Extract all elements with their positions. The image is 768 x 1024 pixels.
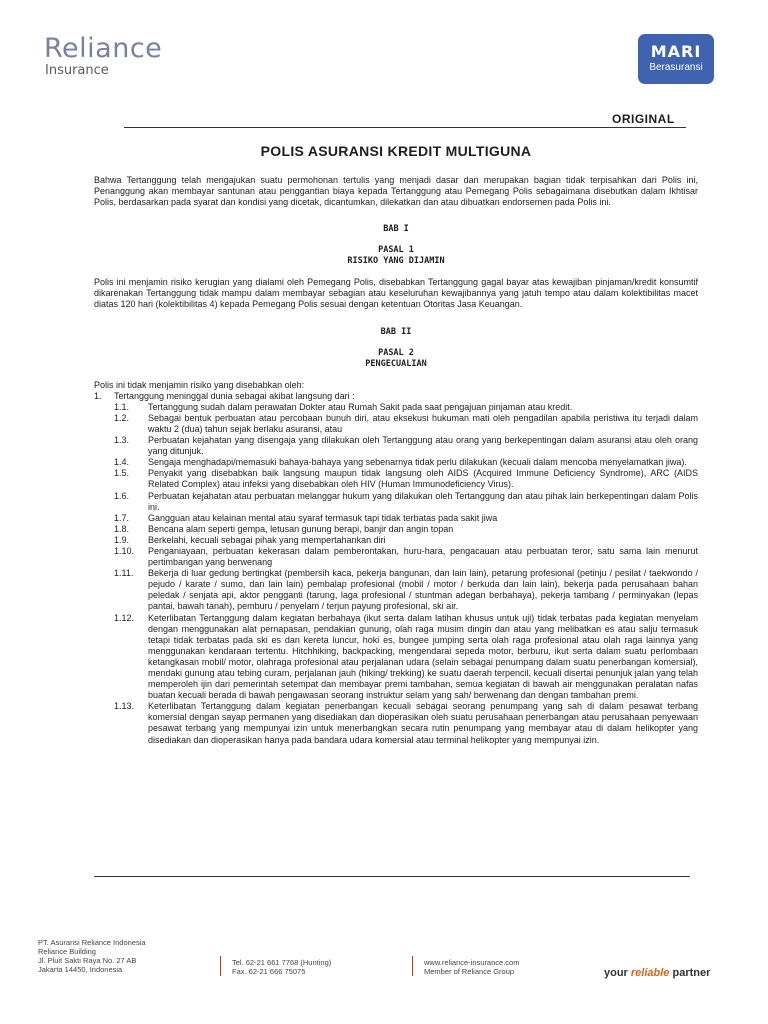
subitem-text: Keterlibatan Tertanggung dalam kegiatan penerbangan kecuali sebagai seorang penumpang yang sah di dalam pesawat terbang komersial dengan sayap permanen yang disediakan dan dioperasikan oleh suatu perusahaan penerbangan atau perusahaan penyewaan pesawat terbang yang mempunyai izin untuk menerbangkan secara rutin penumpang yang membayar atau di dalam helikopter yang disediakan dan dioperasikan hanya pada bandara udara komersial atau terminal helikopter yang mempunyai izin.	[148, 701, 698, 745]
subitem-text: Perbuatan kejahatan atau perbuatan melanggar hukum yang dilakukan oleh Tertanggung dan atau pihak lain berkepentingan dalam Polis ini.	[148, 490, 698, 512]
item-number: 1.	[94, 390, 102, 401]
subitem-number: 1.2.	[114, 412, 130, 423]
pasal-2-heading: PASAL 2	[378, 347, 414, 358]
footer-separator	[220, 956, 221, 976]
original-label: ORIGINAL	[612, 112, 675, 126]
exclusion-subitem	[114, 701, 698, 745]
item-text: Tertanggung meninggal dunia sebagai akibat langsung dari :	[114, 390, 355, 401]
exclusion-subitem	[114, 524, 698, 535]
subitem-number: 1.12.	[114, 612, 135, 623]
mari-berasuransi-badge	[638, 34, 714, 84]
exclusion-subitem	[114, 491, 698, 513]
badge-bottom-text: Berasuransi	[649, 62, 703, 73]
exclusion-subitem	[114, 468, 698, 490]
footer-web-info	[424, 958, 519, 976]
logo-subtitle: Insurance	[45, 63, 109, 78]
subitem-number: 1.4.	[114, 457, 130, 468]
subitem-number: 1.5.	[114, 468, 130, 479]
exclusion-subitem	[114, 513, 698, 524]
footer-tagline	[604, 967, 710, 979]
bab-1-heading: BAB I	[383, 224, 409, 235]
subitem-text: Bekerja di luar gedung bertingkat (pembersih kaca, pekerja bangunan, dan lain lain), petarung profesional (petinju / pesilat / taekwondo / pejudo / karate / sumo, dan lain lain) pembalap profesional (mobil / motor / berkuda dan lain lain), bekerja pada perusahaan bahan peledak / senjata api, aktor pengganti (tarung, laga profesional / stuntman adegan berbahaya), pekerja tambang / perminyakan (lepas pantai, bawah tanah), pemburu / penyelam / terjun payung profesional, ski air.	[148, 568, 698, 612]
policy-document	[94, 143, 698, 746]
subitem-number: 1.3.	[114, 435, 130, 446]
exclusion-subitem	[114, 535, 698, 546]
footer-line: Reliance Building	[38, 947, 96, 956]
subitem-text: Penyakit yang disebabkan baik langsung maupun tidak langsung oleh AIDS (Acquired Immune Deficiency Syndrome), ARC (AIDS Related Complex) atau infeksi yang disebabkan oleh HIV (Human Immunodeficiency Virus).	[148, 468, 698, 490]
footer-line: PT. Asuransi Reliance Indonesia	[38, 938, 146, 947]
exclusion-subitem	[114, 457, 698, 468]
subitem-text: Berkelahi, kecuali sebagai pihak yang mempertahankan diri	[148, 534, 386, 545]
content-bottom-divider	[94, 876, 690, 877]
subitem-number: 1.6.	[114, 490, 130, 501]
subitem-text: Gangguan atau kelainan mental atau syaraf termasuk tapi tidak terbatas pada sakit jiwa	[148, 512, 498, 523]
pasal-2-intro: Polis ini tidak menjamin risiko yang disebabkan oleh:	[94, 379, 305, 390]
footer-website-link[interactable]: www.reliance-insurance.com	[424, 958, 520, 967]
subitem-text: Sebagai bentuk perbuatan atau percobaan bunuh diri, atau eksekusi hukuman mati oleh pengadilan apabila peristiwa itu terjadi dalam waktu 2 (dua) tahun sejak berlaku asuransi, atau	[148, 412, 698, 434]
subitem-number: 1.1.	[114, 401, 130, 412]
subitem-text: Tertanggung sudah dalam perawatan Dokter atau Rumah Sakit pada saat pengajuan pinjaman atau kredit.	[148, 401, 573, 412]
intro-paragraph: Bahwa Tertanggung telah mengajukan suatu permohonan tertulis yang menjadi dasar dan merupakan bagian tidak terpisahkan dari Polis ini, Penanggung akan membayar santunan atau penggantian biaya kepada Tertanggung atau Pemegang Polis sebagaimana disebutkan dalam Ikhtisar Polis, berdasarkan pada syarat dan kondisi yang dicetak, dicantumkan, dilekatkan dan atau dibuatkan endorsemen pada Polis ini.	[94, 175, 698, 208]
subitem-text: Penganiayaan, perbuatan kekerasan dalam pemberontakan, huru-hara, pengacauan atau perbuatan teror, satu sama lain menurut pertimbangan yang berwenang	[148, 545, 698, 568]
footer-tel: Tel. 62-21 661 7768 (Hunting)	[232, 958, 332, 967]
exclusion-subitem	[114, 435, 698, 457]
bab-2-heading: BAB II	[380, 326, 412, 337]
subitem-number: 1.8.	[114, 523, 130, 534]
subitem-number: 1.11.	[114, 568, 134, 579]
footer-contact	[232, 958, 331, 976]
exclusion-subitem	[114, 613, 698, 702]
exclusion-subitem	[114, 402, 698, 413]
subitem-text: Keterlibatan Tertanggung dalam kegiatan berbahaya (ikut serta dalam latihan khusus untuk uji) tidak terbatas pada kegiatan menyelam dengan menggunakan alat pernapasan, pendakian gunung, olah raga musim dingin dan atau yang melibatkan es atau salju termasuk tetapi tidak terbatas pada ski es dan kereta luncur, hoki es, bungee jumping serta olah raga profesional atau olah raga lainnya yang menggunakan kendaraan tertentu. Hitchhiking, backpacking, mengendarai sepeda motor, berburu, ikut serta dalam suatu perlombaan ketangkasan mobil/ motor, olahraga profesional atau perjalanan udara (selain sebagai penumpang dalam suatu penerbangan komersial), mendaki gunung atau tebing curam, perjalanan jauh (hiking/ trekking) ke suatu daerah terpencil, kecuali disertai penunjuk jalan yang telah memperoleh ijin dari pemerintah setempat dan membayar premi tambahan, semua kegiatan di bawah air menggunakan peralatan nafas buatan kecuali berada di bawah pengawasan seorang instruktur selam yang sah/ berwenang dan dengan tambahan premi.	[148, 612, 698, 701]
exclusion-subitems	[94, 402, 698, 746]
footer-separator	[412, 956, 413, 976]
exclusion-subitem	[114, 568, 698, 612]
badge-top-text: MARI	[650, 42, 702, 61]
subitem-number: 1.7.	[114, 512, 130, 523]
document-title: POLIS ASURANSI KREDIT MULTIGUNA	[260, 143, 532, 159]
footer-member: Member of Reliance Group	[424, 967, 515, 976]
header-divider	[124, 127, 686, 128]
pasal-1-heading: PASAL 1	[378, 245, 414, 256]
subitem-text: Sengaja menghadapi/memasuki bahaya-bahaya yang sebenarnya tidak perlu dilakukan (kecuali dalam mencoba menyelamatkan jiwa).	[148, 457, 687, 468]
subitem-number: 1.9.	[114, 534, 130, 545]
subitem-number: 1.13.	[114, 701, 135, 712]
exclusion-item-1	[94, 391, 698, 402]
footer-line: Jakarta 14450, Indonesia	[38, 965, 123, 974]
pasal-1-title: RISIKO YANG DIJAMIN	[347, 256, 445, 267]
logo-name: Reliance	[44, 33, 163, 64]
pasal-2-title: PENGECUALIAN	[365, 358, 427, 369]
exclusion-subitem	[114, 546, 698, 568]
footer-line: Jl. Pluit Sakti Raya No. 27 AB	[38, 956, 137, 965]
exclusion-subitem	[114, 413, 698, 435]
company-logo	[44, 34, 162, 78]
footer-fax: Fax. 62-21 666 75075	[232, 967, 306, 976]
tagline-your: your	[604, 967, 628, 979]
pasal-1-paragraph: Polis ini menjamin risiko kerugian yang dialami oleh Pemegang Polis, disebabkan Tertanggung gagal bayar atas kewajiban pinjaman/kredit konsumtif dikarenakan Tertanggung tidak mampu dalam membayar sebagian atau keseluruhan kewajibannya yang jatuh tempo atau dalam kolektibilitas macet diatas 120 hari (kolektibilitas 4) kepada Pemegang Polis sesuai dengan ketentuan Otoritas Jasa Keuangan.	[94, 277, 698, 310]
subitem-number: 1.10.	[114, 545, 135, 556]
footer-company-address	[38, 938, 146, 974]
tagline-reliable: reliable	[630, 967, 670, 979]
subitem-text: Perbuatan kejahatan yang disengaja yang dilakukan oleh Tertanggung atau orang yang berkepentingan dalam asuransi atau oleh orang yang ditunjuk.	[148, 435, 698, 457]
tagline-partner: partner	[672, 967, 711, 979]
subitem-text: Bencana alam seperti gempa, letusan gunung berapi, banjir dan angin topan	[148, 523, 454, 534]
